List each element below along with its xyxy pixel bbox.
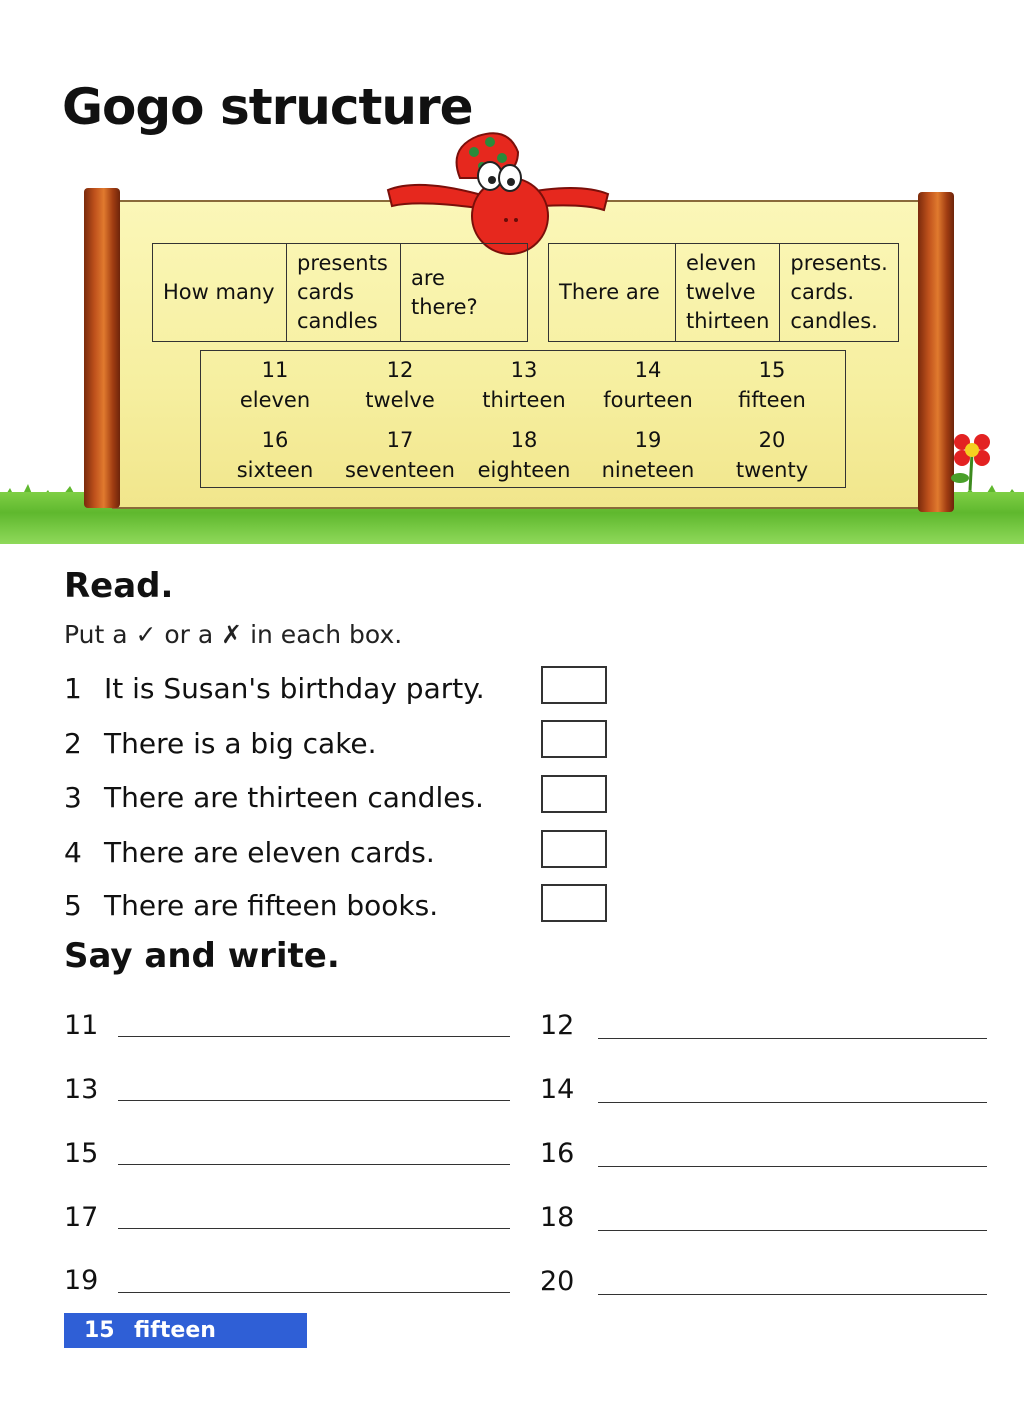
answer-structure-table bbox=[548, 243, 899, 342]
write-number: 19 bbox=[64, 1265, 99, 1296]
answer-box-2[interactable] bbox=[541, 720, 607, 758]
page-number-bar bbox=[64, 1313, 307, 1348]
answer-box-1[interactable] bbox=[541, 666, 607, 704]
number-cell: 14 fourteen bbox=[603, 358, 693, 412]
write-number: 12 bbox=[540, 1010, 575, 1041]
read-item: 1 It is Susan's birthday party. bbox=[64, 672, 485, 705]
number-cell: 11 eleven bbox=[239, 358, 311, 412]
number-cell: 13 thirteen bbox=[482, 358, 566, 412]
write-line[interactable] bbox=[118, 1228, 510, 1229]
write-number: 16 bbox=[540, 1138, 575, 1169]
page-title: Gogo structure bbox=[62, 78, 473, 136]
read-item: 4 There are eleven cards. bbox=[64, 836, 435, 869]
answer-option: cards. bbox=[790, 280, 855, 304]
answer-box-3[interactable] bbox=[541, 775, 607, 813]
answer-number: twelve bbox=[686, 280, 756, 304]
question-option: cards bbox=[297, 280, 354, 304]
left-post bbox=[84, 188, 120, 508]
gogo-badge bbox=[470, 162, 530, 192]
read-instruction: Put a ✓ or a ✗ in each box. bbox=[64, 620, 403, 649]
write-line[interactable] bbox=[598, 1038, 987, 1039]
question-structure-table bbox=[152, 243, 528, 342]
write-heading: Say and write. bbox=[64, 936, 340, 976]
write-number: 18 bbox=[540, 1202, 575, 1233]
write-number: 11 bbox=[64, 1010, 99, 1041]
write-line[interactable] bbox=[598, 1294, 987, 1295]
write-line[interactable] bbox=[598, 1230, 987, 1231]
page-number-word: fifteen bbox=[134, 1318, 216, 1343]
answer-box-4[interactable] bbox=[541, 830, 607, 868]
write-line[interactable] bbox=[118, 1164, 510, 1165]
number-cell: 15 fifteen bbox=[738, 358, 806, 412]
answer-number: thirteen bbox=[686, 309, 770, 333]
flower-icon bbox=[948, 428, 996, 496]
number-cell: 18 eighteen bbox=[477, 428, 571, 482]
read-item: 3 There are thirteen candles. bbox=[64, 781, 484, 814]
question-start: How many bbox=[153, 244, 287, 342]
page-number: 15 bbox=[84, 1318, 115, 1343]
answer-numbers bbox=[676, 244, 780, 342]
answer-number: eleven bbox=[686, 251, 757, 275]
question-end: are there? bbox=[401, 244, 528, 342]
answer-option: presents. bbox=[790, 251, 888, 275]
number-cell: 19 nineteen bbox=[601, 428, 695, 482]
number-cell: 16 sixteen bbox=[236, 428, 314, 482]
read-heading: Read. bbox=[64, 566, 174, 606]
write-line[interactable] bbox=[598, 1166, 987, 1167]
read-item: 2 There is a big cake. bbox=[64, 727, 377, 760]
read-item: 5 There are fifteen books. bbox=[64, 889, 439, 922]
write-number: 13 bbox=[64, 1074, 99, 1105]
number-cell: 20 twenty bbox=[735, 428, 809, 482]
answer-box-5[interactable] bbox=[541, 884, 607, 922]
question-option: candles bbox=[297, 309, 378, 333]
answer-options bbox=[780, 244, 898, 342]
write-number: 14 bbox=[540, 1074, 575, 1105]
number-word-grid bbox=[200, 350, 846, 488]
write-line[interactable] bbox=[118, 1292, 510, 1293]
number-cell: 17 seventeen bbox=[345, 428, 455, 482]
write-line[interactable] bbox=[118, 1036, 510, 1037]
answer-start: There are bbox=[549, 244, 676, 342]
question-options bbox=[287, 244, 401, 342]
question-option: presents bbox=[297, 251, 388, 275]
write-number: 15 bbox=[64, 1138, 99, 1169]
write-line[interactable] bbox=[118, 1100, 510, 1101]
answer-option: candles. bbox=[790, 309, 878, 333]
write-number: 20 bbox=[540, 1266, 575, 1297]
number-cell: 12 twelve bbox=[365, 358, 435, 412]
write-line[interactable] bbox=[598, 1102, 987, 1103]
write-number: 17 bbox=[64, 1202, 99, 1233]
